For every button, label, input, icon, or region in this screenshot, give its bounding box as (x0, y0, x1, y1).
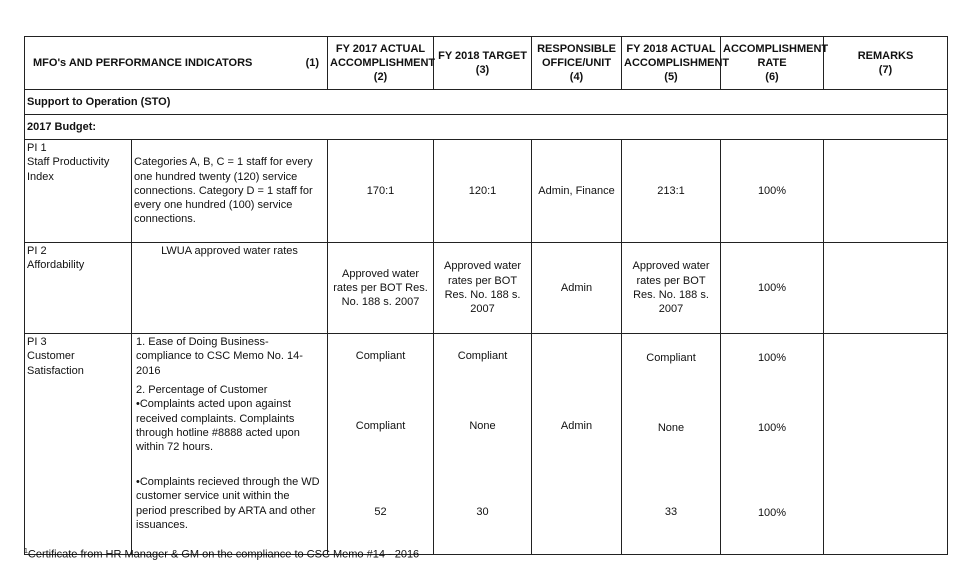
header-mfo-num: (1) (305, 56, 320, 69)
remarks-cell (824, 243, 948, 334)
office-cell (532, 334, 622, 555)
target-cell (434, 334, 532, 555)
budget-title: 2017 Budget: (25, 115, 948, 140)
fy2018-value: Compliant (646, 352, 696, 364)
footnote-mark: 1 (24, 548, 28, 555)
header-row (25, 37, 948, 90)
header-remarks (824, 37, 948, 90)
office-value: Admin (560, 420, 593, 432)
header-fy2018-target-num: (3) (475, 64, 490, 76)
performance-table (24, 36, 948, 555)
remarks-cell (824, 140, 948, 243)
indicator-cell (132, 334, 328, 555)
header-fy2017-actual (328, 37, 434, 90)
pi-cell (25, 243, 132, 334)
header-fy2017-actual-label: FY 2017 ACTUAL ACCOMPLISHMENT (330, 42, 436, 69)
rate-value: 100% (757, 422, 787, 434)
table-row (25, 243, 948, 334)
header-fy2018-actual-num: (5) (664, 71, 678, 84)
fy2017-cell (328, 334, 434, 555)
header-responsible-num: (4) (569, 71, 584, 84)
rate-cell: 100% (721, 140, 824, 243)
header-fy2018-actual-label: FY 2018 ACTUAL ACCOMPLISHMENT (624, 42, 730, 69)
remarks-cell (824, 334, 948, 555)
header-fy2017-actual-num: (2) (373, 71, 388, 84)
rate-value: 100% (757, 507, 787, 519)
pi-name: Staff Productivity Index (27, 156, 110, 183)
rate-cell: 100% (721, 243, 824, 334)
fy2017-value: 52 (374, 506, 387, 518)
fy2018-value: None (657, 422, 685, 434)
target-cell: 120:1 (434, 140, 532, 243)
header-mfo-label: MFO's AND PERFORMANCE INDICATORS (33, 56, 253, 69)
header-rate (721, 37, 829, 90)
pi-number: PI 2 (27, 245, 47, 257)
pi-cell (25, 334, 132, 555)
indicator-cell: Categories A, B, C = 1 staff for every one hundred twenty (120) service connections. Category D = 1 staff for every one hundred (100) service connections. (132, 140, 328, 243)
fy2017-cell: 170:1 (328, 140, 434, 243)
table-row (25, 334, 948, 555)
header-responsible (532, 37, 622, 90)
fy2018-value: 33 (664, 506, 678, 518)
fy2018-cell: Approved water rates per BOT Res. No. 188 s. 2007 (622, 243, 721, 334)
pi-cell (25, 140, 132, 243)
fy2017-cell: Approved water rates per BOT Res. No. 188 s. 2007 (328, 243, 434, 334)
header-fy2018-target (434, 37, 532, 90)
pi-name: Affordability (27, 259, 85, 272)
footnote-text: Certificate from HR Manager & GM on the compliance to CSC Memo #14 - 2016 (27, 548, 420, 561)
performance-table-sheet (24, 36, 947, 555)
pi-number: PI 1 (27, 142, 47, 154)
header-mfo (25, 37, 328, 90)
rate-value: 100% (757, 352, 787, 364)
fy2018-cell (622, 334, 721, 555)
target-value: 30 (476, 506, 489, 518)
header-responsible-label: RESPONSIBLE OFFICE/UNIT (537, 42, 616, 69)
indicator-item: 2. Percentage of Customer •Complaints acted upon against received complaints. Complaints through hotline #8888 acted upon within 72 hours. (136, 384, 300, 454)
office-cell: Admin, Finance (532, 140, 622, 243)
section-title: Support to Operation (STO) (25, 90, 948, 115)
indicator-item: 1. Ease of Doing Business- compliance to CSC Memo No. 14-2016 (136, 336, 303, 377)
section-row (25, 90, 948, 115)
fy2017-value: Compliant (355, 420, 406, 432)
office-cell: Admin (532, 243, 622, 334)
target-cell: Approved water rates per BOT Res. No. 188 s. 2007 (434, 243, 532, 334)
header-remarks-label: REMARKS (857, 49, 914, 62)
header-fy2018-actual (622, 37, 730, 90)
budget-row (25, 115, 948, 140)
pi-name: Customer Satisfaction (27, 350, 84, 377)
table-row (25, 140, 948, 243)
target-value: None (469, 420, 496, 432)
header-remarks-num: (7) (878, 64, 893, 76)
fy2018-cell: 213:1 (622, 140, 721, 243)
footnote (24, 548, 419, 561)
target-value: Compliant (457, 350, 508, 362)
indicator-item: •Complaints recieved through the WD customer service unit within the period prescribed by ARTA and other issuances. (136, 476, 320, 531)
header-rate-label: ACCOMPLISHMENT RATE (723, 42, 829, 69)
indicator-cell: LWUA approved water rates (132, 243, 328, 334)
rate-cell (721, 334, 824, 555)
pi-number: PI 3 (27, 336, 47, 348)
header-fy2018-target-label: FY 2018 TARGET (438, 49, 527, 62)
fy2017-value: Compliant (355, 350, 406, 362)
header-rate-num: (6) (765, 71, 779, 84)
